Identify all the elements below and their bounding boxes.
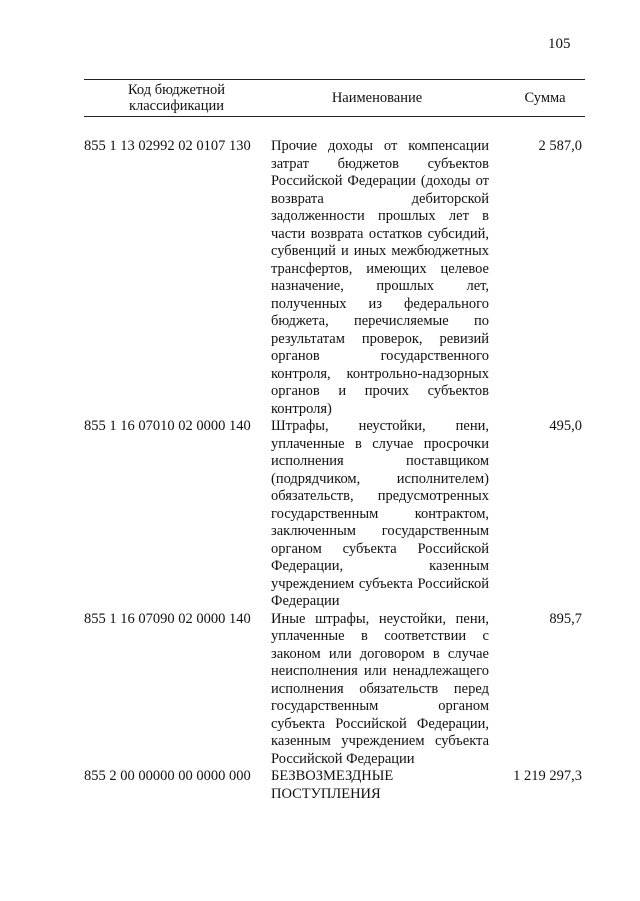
- header-code: Код бюджетной классификации: [127, 82, 225, 114]
- table-row: [84, 138, 585, 418]
- table-body: [84, 138, 585, 803]
- table-row: [84, 611, 585, 769]
- page-number: 105: [548, 36, 571, 52]
- row-sum: 895,7: [549, 610, 582, 627]
- row-code: 855 1 13 02992 02 0107 130: [84, 138, 251, 154]
- header-name: Наименование: [331, 90, 423, 106]
- header-sum: [485, 80, 585, 116]
- header-sum-label: Сумма: [524, 90, 566, 106]
- table-row: [84, 418, 585, 611]
- row-name: Штрафы, неустойки, пени, уплаченные в случае просрочки исполнения поставщиком (подрядчиком, исполнителем) обязательств, предусмотренных государственным контрактом, заключенным государственным органом субъекта Российской Федерации, казенным учреждением субъекта Российской Федерации: [271, 418, 489, 609]
- row-sum: 495,0: [549, 418, 582, 434]
- budget-table: [84, 79, 585, 802]
- row-code: 855 1 16 07090 02 0000 140: [84, 610, 251, 627]
- row-name: Иные штрафы, неустойки, пени, уплаченные в соответствии с законом или договором в случае неисполнения или ненадлежащего исполнения обязательств перед государственным органом субъекта Российской Федерации, казенным учреждением субъекта Российской Федерации: [271, 610, 489, 767]
- row-code: 855 1 16 07010 02 0000 140: [84, 418, 251, 434]
- row-sum: 1 219 297,3: [513, 768, 582, 784]
- table-header: [84, 79, 585, 117]
- row-sum: 2 587,0: [538, 138, 582, 154]
- row-name: Прочие доходы от компенсации затрат бюджетов субъектов Российской Федерации (доходы от возврата дебиторской задолженности прошлых лет в части возврата остатков субсидий, субвенций и иных межбюджетных трансфертов, имеющих целевое назначение, прошлых лет, полученных из федерального бюджета, перечисляемые по результатам проверок, ревизий органов государственного контроля, контрольно-надзорных органов и прочих субъектов контроля): [271, 138, 489, 417]
- row-code: 855 2 00 00000 00 0000 000: [84, 768, 251, 784]
- table-row: [84, 768, 585, 803]
- row-name: БЕЗВОЗМЕЗДНЫЕ ПОСТУПЛЕНИЯ: [271, 768, 394, 802]
